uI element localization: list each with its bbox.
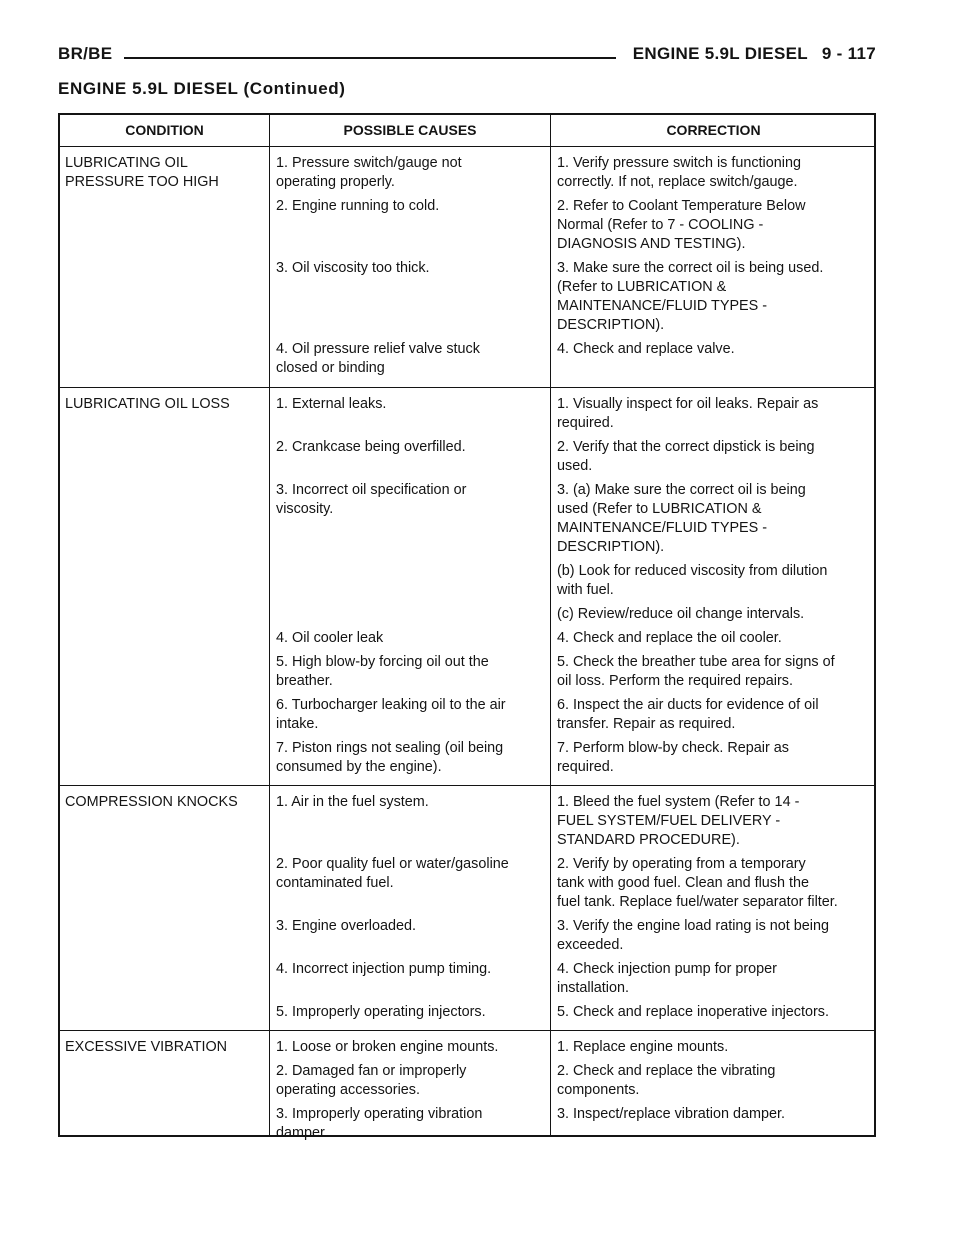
header-model-label: BR/BE — [58, 44, 113, 63]
cause-cell: 1. Pressure switch/gauge not operating properly. — [276, 155, 462, 190]
correction-cell: 1. Visually inspect for oil leaks. Repair as required. — [557, 395, 819, 431]
group-divider — [60, 387, 874, 388]
cause-cell: 5. Improperly operating injectors. — [276, 1003, 486, 1020]
cause-cell: 2. Poor quality fuel or water/gasoline contaminated fuel. — [276, 855, 509, 891]
correction-cell: (c) Review/reduce oil change intervals. — [557, 605, 805, 622]
column-divider — [269, 115, 270, 1135]
cause-cell: 2. Engine running to cold. — [276, 198, 440, 214]
cause-cell: 3. Improperly operating vibration damper — [276, 1105, 483, 1141]
correction-cell: 1. Verify pressure switch is functioning correctly. If not, replace switch/gauge. — [557, 155, 801, 190]
column-divider — [550, 115, 551, 1135]
correction-cell: 5. Check the breather tube area for signs of oil loss. Perform the required repairs. — [557, 653, 835, 689]
condition-cell: LUBRICATING OIL PRESSURE TOO HIGH — [65, 155, 219, 190]
header-divider — [60, 146, 874, 147]
condition-cell: LUBRICATING OIL LOSS — [65, 395, 230, 412]
cause-cell: 6. Turbocharger leaking oil to the air intake. — [276, 696, 506, 732]
correction-cell: 6. Inspect the air ducts for evidence of oil transfer. Repair as required. — [557, 696, 819, 732]
group-divider — [60, 785, 874, 786]
section-title: ENGINE 5.9L DIESEL (Continued) — [58, 79, 346, 98]
cause-cell: 2. Damaged fan or improperly operating accessories. — [276, 1062, 467, 1098]
correction-cell: 3. Verify the engine load rating is not being exceeded. — [557, 917, 830, 953]
header-right — [633, 44, 876, 64]
page-header — [58, 44, 876, 70]
correction-cell: 5. Check and replace inoperative injectors. — [557, 1003, 829, 1020]
header-rule — [124, 57, 616, 59]
correction-cell: 7. Perform blow-by check. Repair as required. — [557, 739, 789, 775]
correction-cell: 1. Bleed the fuel system (Refer to 14 - FUEL SYSTEM/FUEL DELIVERY - STANDARD PROCEDURE). — [557, 793, 800, 848]
page-number: 9 - 117 — [821, 44, 876, 63]
cause-cell: 5. High blow-by forcing oil out the breather. — [276, 653, 489, 689]
column-header-condition: CONDITION — [125, 122, 204, 138]
diagnosis-table — [58, 113, 876, 1141]
correction-cell: 2. Refer to Coolant Temperature Below Normal (Refer to 7 - COOLING - DIAGNOSIS AND TESTING). — [557, 198, 806, 252]
cause-cell: 3. Engine overloaded. — [276, 917, 417, 934]
condition-cell: EXCESSIVE VIBRATION — [65, 1039, 228, 1055]
cause-cell: 2. Crankcase being overfilled. — [276, 438, 466, 455]
cause-cell: 4. Oil cooler leak — [276, 629, 384, 646]
column-header-correction: CORRECTION — [666, 122, 761, 138]
correction-cell: 2. Verify that the correct dipstick is being used. — [557, 438, 815, 474]
correction-cell: 3. Inspect/replace vibration damper. — [557, 1105, 785, 1122]
cause-cell: 1. External leaks. — [276, 395, 387, 412]
cause-cell: 1. Loose or broken engine mounts. — [276, 1039, 499, 1055]
correction-cell: 2. Verify by operating from a temporary tank with good fuel. Clean and flush the fuel tank. Replace fuel/water separator filter. — [557, 855, 838, 910]
condition-cell: COMPRESSION KNOCKS — [65, 793, 238, 810]
cause-cell: 3. Incorrect oil specification or viscosity. — [276, 481, 467, 517]
cause-cell: 7. Piston rings not sealing (oil being consumed by the engine). — [276, 739, 504, 775]
correction-cell: 2. Check and replace the vibrating components. — [557, 1062, 776, 1098]
group-divider — [60, 1030, 874, 1031]
cause-cell: 4. Incorrect injection pump timing. — [276, 960, 492, 977]
correction-cell: 1. Replace engine mounts. — [557, 1039, 729, 1055]
cause-cell: 4. Oil pressure relief valve stuck closed or binding — [276, 341, 480, 377]
correction-cell: 3. (a) Make sure the correct oil is being used (Refer to LUBRICATION & MAINTENANCE/FLUID TYPES - DESCRIPTION). — [557, 481, 806, 555]
cause-cell: 3. Oil viscosity too thick. — [276, 260, 430, 277]
correction-cell: 4. Check and replace valve. — [557, 341, 735, 358]
header-section-label: ENGINE 5.9L DIESEL — [632, 44, 808, 63]
correction-cell: 4. Check and replace the oil cooler. — [557, 629, 782, 646]
cause-cell: 1. Air in the fuel system. — [276, 793, 429, 810]
correction-cell: 4. Check injection pump for proper installation. — [557, 960, 777, 996]
correction-cell: 3. Make sure the correct oil is being used. (Refer to LUBRICATION & MAINTENANCE/FLUID TYPES - DESCRIPTION). — [557, 260, 824, 334]
correction-cell: (b) Look for reduced viscosity from dilution with fuel. — [557, 562, 828, 598]
column-header-causes: POSSIBLE CAUSES — [343, 122, 477, 138]
